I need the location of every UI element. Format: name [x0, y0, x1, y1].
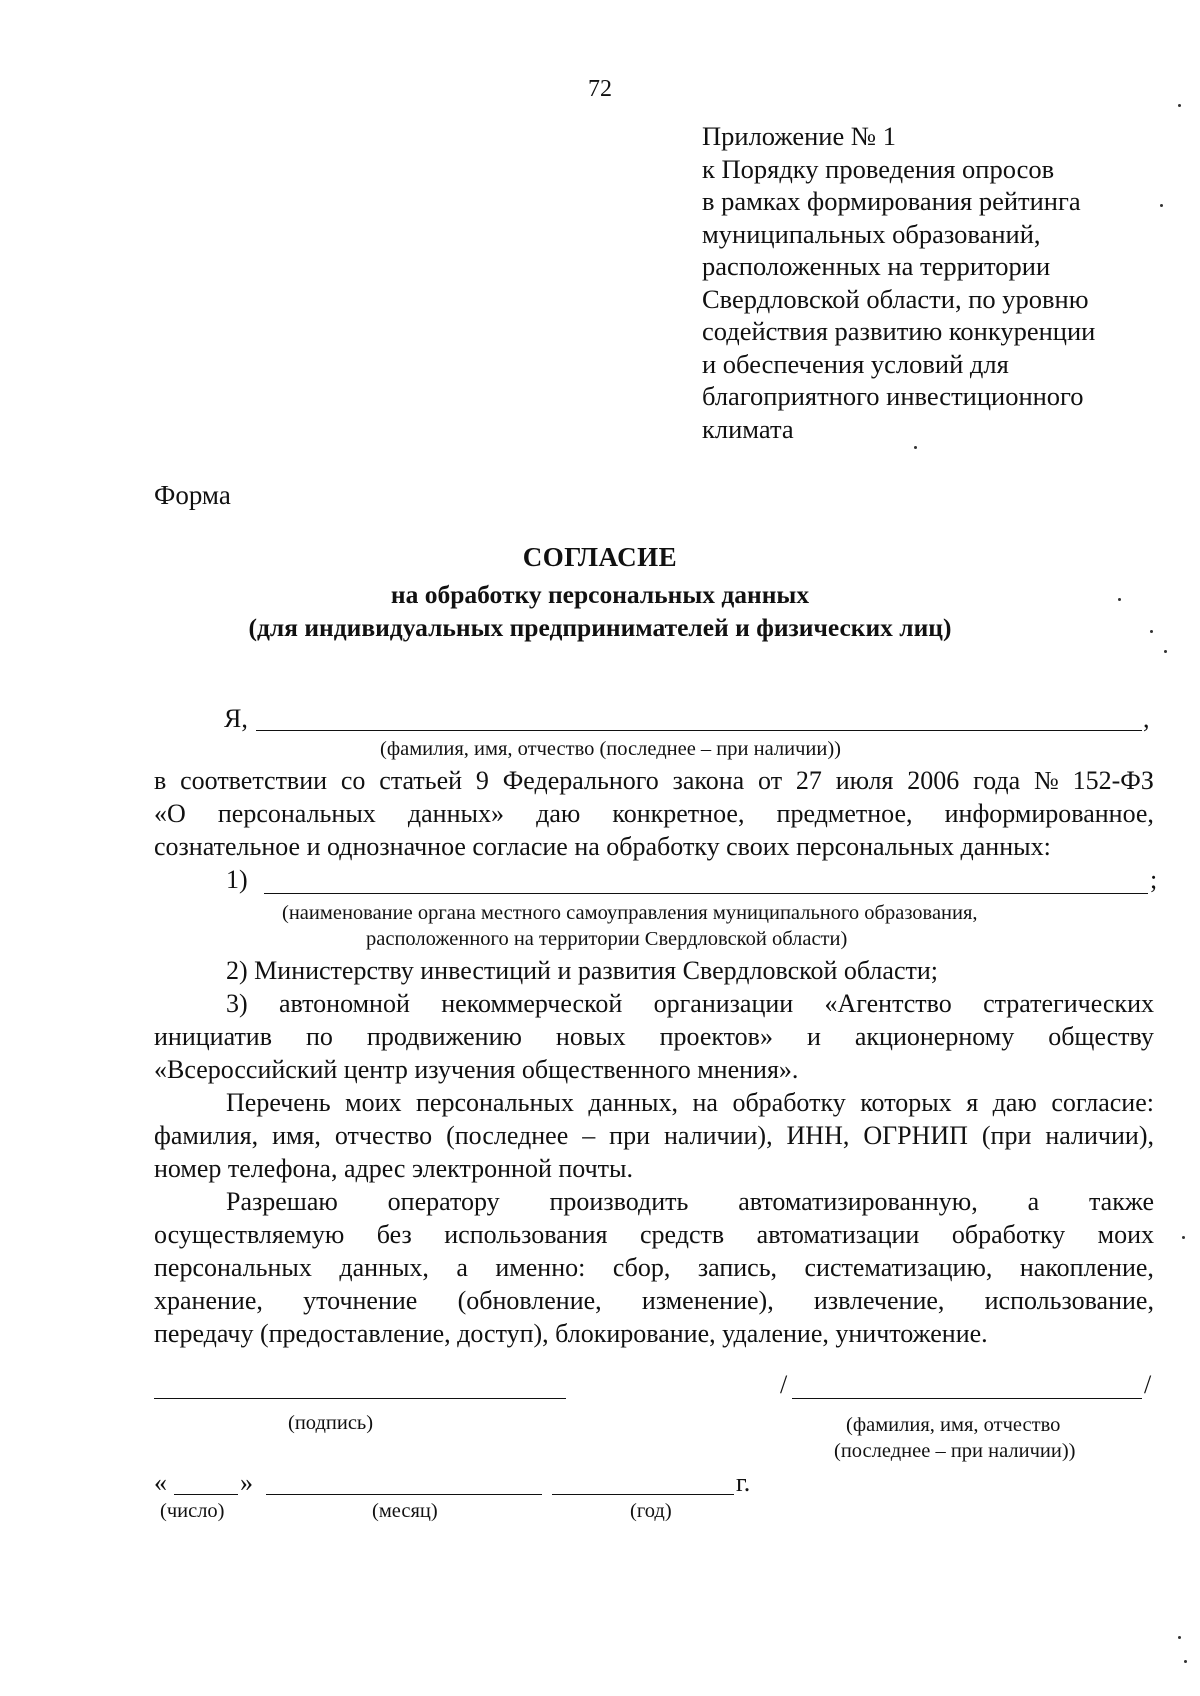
word: а: [456, 1253, 468, 1282]
item-2: 2) Министерству инвестиций и развития Свердловской области;: [226, 956, 938, 985]
document-subtitle: на обработку персональных данных: [390, 580, 810, 609]
paragraph-2-last-line: номер телефона, адрес электронной почты.: [154, 1154, 634, 1183]
word: конкретное,: [612, 799, 745, 828]
scan-speck: [1184, 1660, 1187, 1663]
word: по: [306, 1022, 333, 1051]
year-suffix: г.: [736, 1468, 751, 1497]
paragraph-3-line: [154, 1220, 1154, 1250]
slash-left: /: [780, 1370, 788, 1399]
word: 3): [226, 989, 248, 1018]
municipality-caption-2: расположенного на территории Свердловской области): [366, 928, 848, 950]
word: года: [973, 766, 1021, 795]
word: автономной: [278, 989, 410, 1018]
word: персональных: [154, 1253, 312, 1282]
paragraph-3-last-line: передачу (предоставление, доступ), блокирование, удаление, уничтожение.: [154, 1319, 988, 1348]
word: Перечень: [226, 1088, 331, 1117]
document-subtitle-scope: (для индивидуальных предпринимателей и физических лиц): [248, 613, 952, 642]
word: фамилия,: [154, 1121, 259, 1150]
word: использование,: [984, 1286, 1154, 1315]
word: в: [154, 766, 167, 795]
word: информированное,: [944, 799, 1154, 828]
word: наличии),: [1045, 1121, 1154, 1150]
word: Разрешаю: [226, 1187, 338, 1216]
word: июля: [835, 766, 894, 795]
word: оператору: [387, 1187, 500, 1216]
word: проектов»: [659, 1022, 773, 1051]
full-name-caption: (фамилия, имя, отчество (последнее – при наличии)): [380, 738, 841, 760]
word: (при: [981, 1121, 1032, 1150]
word: со: [340, 766, 366, 795]
item-3-line: [154, 1022, 1154, 1052]
month-caption: (месяц): [372, 1500, 438, 1522]
word: автоматизации: [756, 1220, 920, 1249]
paragraph-1-line: [154, 766, 1154, 796]
word: ОГРНИП: [863, 1121, 968, 1150]
appendix-line: Приложение № 1: [702, 121, 897, 151]
word: хранение,: [154, 1286, 263, 1315]
word: №: [1033, 766, 1059, 795]
scan-speck: [1160, 204, 1163, 207]
word: без: [376, 1220, 412, 1249]
month-field[interactable]: [266, 1494, 542, 1495]
word: наличии),: [663, 1121, 773, 1150]
signer-name-field[interactable]: [792, 1398, 1142, 1399]
paragraph-3-line: [154, 1253, 1154, 1283]
word: Федерального: [502, 766, 659, 795]
word: на: [692, 1088, 718, 1117]
word: данных,: [588, 1088, 678, 1117]
word: автоматизированную,: [738, 1187, 978, 1216]
word: даю: [992, 1088, 1037, 1117]
word: 9: [475, 766, 489, 795]
year-caption: (год): [630, 1500, 672, 1522]
scan-speck: [1164, 650, 1167, 653]
word: персональных: [217, 799, 376, 828]
item-3-last-line: «Всероссийский центр изучения общественного мнения».: [154, 1055, 799, 1084]
year-field[interactable]: [552, 1494, 734, 1495]
word: статьей: [379, 766, 463, 795]
word: отчество: [334, 1121, 433, 1150]
appendix-block: [702, 120, 1162, 445]
signer-name-caption-2: (последнее – при наличии)): [834, 1440, 1076, 1462]
scan-speck: [1118, 598, 1121, 601]
appendix-line: к Порядку проведения опросов: [702, 153, 1055, 184]
i-suffix: ,: [1143, 704, 1150, 733]
signature-caption: (подпись): [288, 1412, 374, 1434]
full-name-field[interactable]: [256, 730, 1142, 731]
word: осуществляемую: [154, 1220, 345, 1249]
paragraph-1-line: [154, 799, 1154, 829]
word: продвижению: [366, 1022, 522, 1051]
item-1-number: 1): [226, 865, 248, 894]
item-3-line: [226, 989, 1154, 1019]
word: данных,: [339, 1253, 429, 1282]
document-title: СОГЛАСИЕ: [522, 542, 678, 572]
word: обработку: [732, 1088, 846, 1117]
date-quote-open: «: [154, 1468, 167, 1497]
page-number: 72: [588, 76, 612, 102]
paragraph-3-line: [154, 1286, 1154, 1316]
word: (последнее: [446, 1121, 569, 1150]
word: использования: [444, 1220, 608, 1249]
word: новых: [555, 1022, 626, 1051]
municipality-field[interactable]: [264, 893, 1148, 894]
word: сбор,: [612, 1253, 671, 1282]
word: акционерному: [854, 1022, 1015, 1051]
slash-right: /: [1144, 1370, 1152, 1399]
word: моих: [1097, 1220, 1154, 1249]
paragraph-1-last-line: сознательное и однозначное согласие на обработку своих персональных данных:: [154, 832, 1051, 861]
word: извлечение,: [813, 1286, 945, 1315]
appendix-line: в рамках формирования рейтинга: [702, 186, 1081, 216]
word: «Агентство: [824, 989, 952, 1018]
word: 27: [795, 766, 822, 795]
word: (обновление,: [457, 1286, 602, 1315]
word: обработку: [951, 1220, 1066, 1249]
word: некоммерческой: [441, 989, 623, 1018]
word: закона: [672, 766, 745, 795]
word: данных»: [407, 799, 504, 828]
date-quote-close: »: [240, 1468, 253, 1497]
word: инициатив: [154, 1022, 272, 1051]
word: организации: [653, 989, 794, 1018]
word: систематизацию,: [804, 1253, 993, 1282]
appendix-line: расположенных на территории: [702, 251, 1051, 281]
form-label: Форма: [154, 480, 231, 510]
word: 152-ФЗ: [1072, 766, 1154, 795]
word: накопление,: [1019, 1253, 1154, 1282]
paragraph-2-line: [226, 1088, 1154, 1118]
word: «О: [154, 799, 186, 828]
paragraph-2-line: [154, 1121, 1154, 1151]
day-field[interactable]: [174, 1494, 238, 1495]
word: я: [966, 1088, 979, 1117]
word: именно:: [495, 1253, 586, 1282]
word: –: [582, 1121, 596, 1150]
word: и: [806, 1022, 821, 1051]
appendix-line: и обеспечения условий для: [702, 348, 1009, 379]
word: уточнение: [303, 1286, 418, 1315]
word: персональных: [415, 1088, 574, 1117]
i-prefix: Я,: [224, 704, 248, 733]
scan-speck: [1182, 1236, 1185, 1239]
word: ИНН,: [786, 1121, 850, 1150]
paragraph-3-line: [226, 1187, 1154, 1217]
day-caption: (число): [160, 1500, 225, 1522]
scan-speck: [1150, 630, 1153, 633]
word: моих: [345, 1088, 402, 1117]
word: имя,: [272, 1121, 321, 1150]
word: которых: [860, 1088, 952, 1117]
scan-speck: [914, 446, 917, 449]
scan-speck: [1178, 104, 1181, 107]
word: изменение),: [641, 1286, 774, 1315]
appendix-line: благоприятного инвестиционного: [702, 381, 1084, 411]
word: от: [758, 766, 783, 795]
word: стратегических: [983, 989, 1154, 1018]
appendix-line: содействия развитию конкуренции: [702, 316, 1096, 346]
municipality-caption: (наименование органа местного самоуправления муниципального образования,: [282, 902, 978, 924]
word: средств: [640, 1220, 725, 1249]
word: запись,: [697, 1253, 778, 1282]
appendix-line: климата: [702, 413, 794, 444]
word: предметное,: [776, 799, 913, 828]
word: обществу: [1048, 1022, 1154, 1051]
word: также: [1088, 1187, 1154, 1216]
word: производить: [549, 1187, 689, 1216]
scan-speck: [1178, 1636, 1181, 1639]
word: соответствии: [180, 766, 328, 795]
appendix-line: муниципальных образований,: [702, 218, 1041, 249]
item-1-suffix: ;: [1150, 865, 1158, 894]
word: даю: [536, 799, 581, 828]
signature-field[interactable]: [154, 1398, 566, 1399]
word: а: [1027, 1187, 1040, 1216]
word: 2006: [907, 766, 960, 795]
word: согласие:: [1051, 1088, 1154, 1117]
word: при: [609, 1121, 650, 1150]
appendix-line: Свердловской области, по уровню: [702, 283, 1089, 314]
signer-name-caption: (фамилия, имя, отчество: [846, 1414, 1061, 1436]
